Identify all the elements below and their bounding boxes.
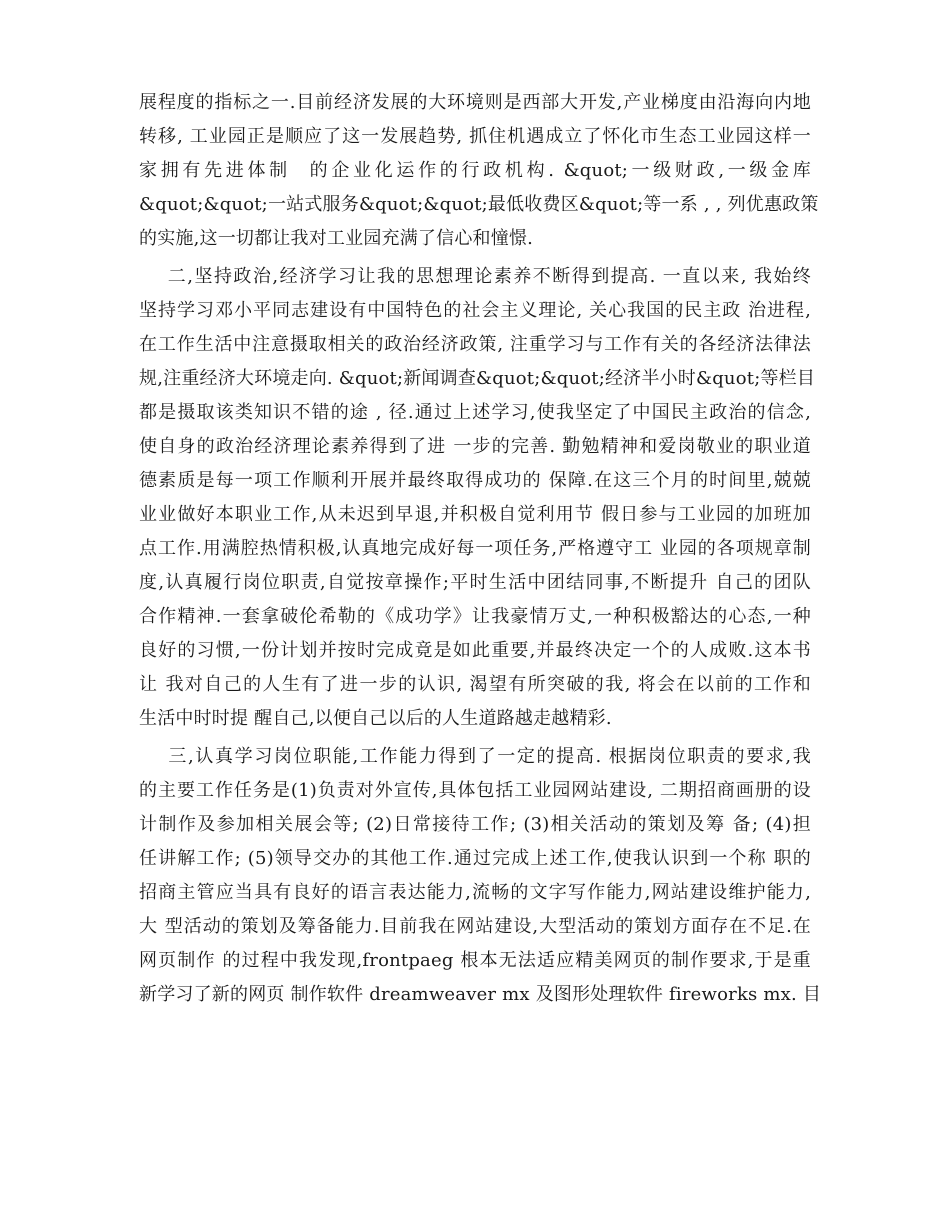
text-line: 生活中时时提 醒自己,以便自己以后的人生道路越走越精彩.: [139, 708, 612, 729]
text-line: 使自身的政治经济理论素养得到了进 一步的完善. 勤勉精神和爱岗敬业的职业道: [139, 436, 811, 457]
text-line: 三,认真学习岗位职能,工作能力得到了一定的提高. 根据岗位职责的要求,我: [139, 746, 811, 767]
text-line: 二,坚持政治,经济学习让我的思想理论素养不断得到提高. 一直以来, 我始终: [139, 266, 811, 287]
text-line: 网页制作 的过程中我发现,frontpaeg 根本无法适应精美网页的制作要求,于是重: [139, 950, 811, 971]
text-line: 转移, 工业园正是顺应了这一发展趋势, 抓住机遇成立了怀化市生态工业园这样一: [139, 126, 811, 147]
text-line: 点工作.用满腔热情积极,认真地完成好每一项任务,严格遵守工 业园的各项规章制: [139, 538, 811, 559]
text-line: 计制作及参加相关展会等; (2)日常接待工作; (3)相关活动的策划及筹 备; (4)担: [139, 814, 811, 835]
text-line: 的实施,这一切都让我对工业园充满了信心和憧憬.: [139, 228, 534, 249]
text-line: 大 型活动的策划及筹备能力.目前我在网站建设,大型活动的策划方面存在不足.在: [139, 916, 811, 937]
text-line: 规,注重经济大环境走向. &quot;新闻调查&quot;&quot;经济半小时&quot;等栏目: [139, 368, 816, 389]
text-line: 业业做好本职业工作,从未迟到早退,并积极自觉利用节 假日参与工业园的加班加: [139, 504, 811, 525]
text-line: 在工作生活中注意摄取相关的政治经济政策, 注重学习与工作有关的各经济法律法: [139, 334, 811, 355]
text-line: 招商主管应当具有良好的语言表达能力,流畅的文字写作能力,网站建设维护能力,: [139, 882, 811, 903]
text-line: 合作精神.一套拿破伦希勒的《成功学》让我豪情万丈,一种积极豁达的心态,一种: [139, 606, 811, 627]
text-line: &quot;&quot;一站式服务&quot;&quot;最低收费区&quot;等一系 , , 列优惠政策: [139, 194, 819, 215]
text-line: 坚持学习邓小平同志建设有中国特色的社会主义理论, 关心我国的民主政 治进程,: [139, 300, 811, 321]
text-line: 的主要工作任务是(1)负责对外宣传,具体包括工业园网站建设, 二期招商画册的设: [139, 780, 811, 801]
text-line: 德素质是每一项工作顺利开展并最终取得成功的 保障.在这三个月的时间里,兢兢: [139, 470, 811, 491]
text-line: 任讲解工作; (5)领导交办的其他工作.通过完成上述工作,使我认识到一个称 职的: [139, 848, 811, 869]
text-line: 都是摄取该类知识不错的途 , 径.通过上述学习,使我坚定了中国民主政治的信念,: [139, 402, 811, 423]
text-line: 展程度的指标之一.目前经济发展的大环境则是西部大开发,产业梯度由沿海向内地: [139, 92, 811, 113]
text-line: 家拥有先进体制 的企业化运作的行政机构. &quot;一级财政,一级金库: [139, 160, 811, 181]
text-line: 让 我对自己的人生有了进一步的认识, 渴望有所突破的我, 将会在以前的工作和: [139, 674, 811, 695]
text-line: 良好的习惯,一份计划并按时完成竟是如此重要,并最终决定一个的人成败.这本书: [139, 640, 811, 661]
text-line: 度,认真履行岗位职责,自觉按章操作;平时生活中团结同事,不断提升 自己的团队: [139, 572, 811, 593]
text-line: 新学习了新的网页 制作软件 dreamweaver mx 及图形处理软件 fireworks mx. 目: [139, 984, 822, 1005]
